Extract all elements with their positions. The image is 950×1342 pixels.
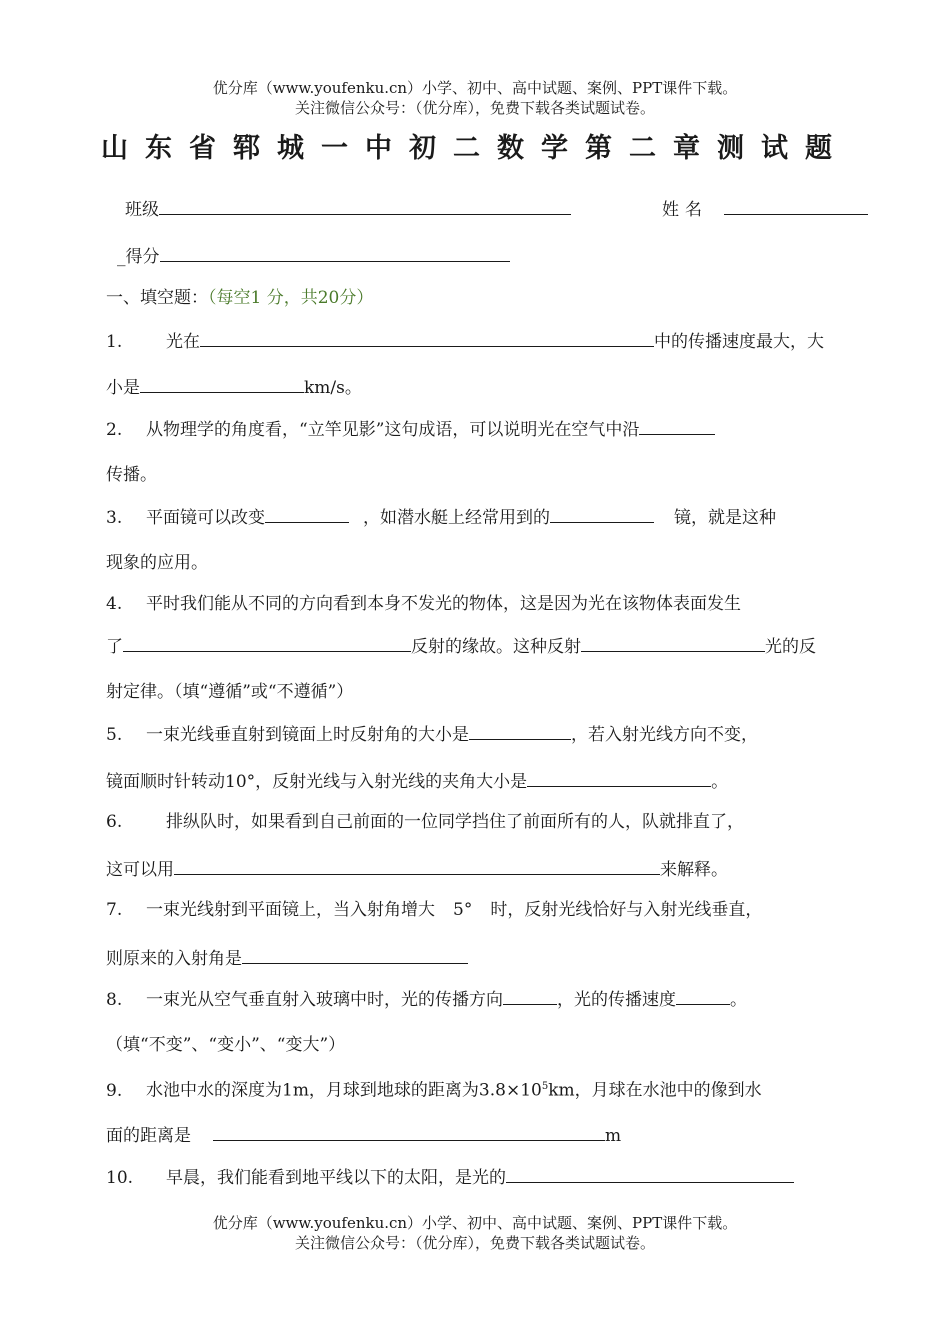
name-field — [662, 196, 868, 222]
question-text: ，光的传播速度 — [557, 990, 676, 1010]
question-text: 镜面顺时针转动10°，反射光线与入射光线的夹角大小是 — [106, 772, 528, 792]
question-number: 4. — [106, 594, 123, 614]
question-1-cont — [106, 374, 362, 400]
question-number: 8. — [106, 990, 123, 1010]
answer-blank[interactable] — [265, 504, 349, 523]
question-text: 反射的缘故。这种反射 — [411, 637, 581, 657]
question-number: 1. — [106, 332, 123, 352]
header-line-2: 关注微信公众号：（优分库），免费下载各类试题试卷。 — [294, 99, 655, 117]
question-number: 10. — [106, 1168, 134, 1188]
question-text: 早晨，我们能看到地平线以下的太阳，是光的 — [166, 1168, 506, 1188]
question-2-cont: 传播。 — [106, 465, 157, 485]
question-text: 一束光线垂直射到镜面上时反射角的大小是 — [146, 725, 469, 745]
question-text: 光在 — [166, 332, 200, 352]
question-text: 平面镜可以改变 — [146, 508, 265, 528]
question-text: 这可以用 — [106, 860, 174, 880]
question-text: 。 — [730, 990, 747, 1010]
question-number: 5. — [106, 725, 123, 745]
question-text: 光的反 — [765, 637, 816, 657]
question-number: 2. — [106, 420, 123, 440]
score-field — [117, 243, 510, 269]
footer-watermark — [0, 1213, 950, 1253]
question-8-cont: （填“不变”、“变小”、“变大”） — [106, 1035, 346, 1055]
answer-blank[interactable] — [550, 504, 654, 523]
answer-blank[interactable] — [213, 1122, 605, 1141]
answer-blank[interactable] — [527, 768, 711, 787]
question-7-cont — [106, 945, 468, 971]
question-text: 来解释。 — [660, 860, 728, 880]
question-text: 镜，就是这种 — [674, 508, 776, 528]
question-text: 排纵队时，如果看到自己前面的一位同学挡住了前面所有的人，队就排直了， — [166, 812, 744, 832]
question-text: ，如潜水艇上经常用到的 — [363, 508, 550, 528]
header-line-1: 优分库（www.youfenku.cn）小学、初中、高中试题、案例、PPT课件下载。 — [212, 79, 738, 97]
question-number: 3. — [106, 508, 123, 528]
question-number: 7. — [106, 900, 123, 920]
footer-line-1: 优分库（www.youfenku.cn）小学、初中、高中试题、案例、PPT课件下载。 — [212, 1214, 738, 1232]
question-2 — [106, 416, 715, 442]
question-1 — [106, 328, 824, 354]
section-note: （每空1 分，共20分） — [208, 288, 374, 308]
question-4-cont — [106, 633, 816, 659]
class-blank[interactable] — [159, 196, 571, 215]
question-text: 从物理学的角度看，“立竿见影”这句成语，可以说明光在空气中沿 — [146, 420, 640, 440]
answer-blank[interactable] — [506, 1164, 794, 1183]
question-text: 小是 — [106, 378, 140, 398]
question-9 — [106, 1075, 762, 1103]
class-label: 班级 — [125, 200, 159, 220]
answer-blank[interactable] — [242, 945, 468, 964]
exponent: 5 — [541, 1081, 549, 1092]
answer-blank[interactable] — [503, 986, 557, 1005]
question-text: 。 — [711, 772, 729, 792]
question-text: 则原来的入射角是 — [106, 949, 242, 969]
answer-blank[interactable] — [469, 721, 571, 740]
footer-line-2: 关注微信公众号：（优分库），免费下载各类试题试卷。 — [294, 1234, 655, 1252]
question-8 — [106, 986, 747, 1012]
question-text: 面的距离是 — [106, 1126, 191, 1146]
question-text: 5° — [453, 900, 473, 920]
question-text: m — [605, 1126, 622, 1146]
question-text: 时，反射光线恰好与入射光线垂直， — [490, 900, 763, 920]
question-4-cont2: 射定律。（填“遵循”或“不遵循”） — [106, 682, 354, 702]
class-field — [125, 196, 571, 222]
section-title: 一、填空题： — [106, 288, 208, 308]
question-text: 一束光线射到平面镜上，当入射角增大 — [146, 900, 435, 920]
question-6-cont — [106, 856, 728, 882]
question-text: km/s。 — [304, 378, 362, 398]
header-watermark — [0, 78, 950, 118]
score-label: _得分 — [117, 247, 160, 267]
question-6 — [106, 810, 744, 834]
answer-blank[interactable] — [123, 633, 411, 652]
question-text: 水池中水的深度为1m，月球到地球的距离为3.8×10 — [146, 1080, 542, 1101]
question-3-cont: 现象的应用。 — [106, 553, 208, 573]
question-text: km，月球在水池中的像到水 — [548, 1080, 762, 1101]
question-9-cont — [106, 1122, 621, 1148]
answer-blank[interactable] — [581, 633, 765, 652]
question-number: 6. — [106, 812, 123, 832]
name-blank[interactable] — [724, 196, 868, 215]
question-text: 一束光从空气垂直射入玻璃中时，光的传播方向 — [146, 990, 503, 1010]
name-label: 姓名 — [662, 200, 708, 220]
question-text: ，若入射光线方向不变， — [571, 725, 758, 745]
question-text: 了 — [106, 637, 123, 657]
answer-blank[interactable] — [639, 416, 715, 435]
answer-blank[interactable] — [200, 328, 654, 347]
answer-blank[interactable] — [174, 856, 660, 875]
question-text: 中的传播速度最大，大 — [654, 332, 824, 352]
page-title: 山东省郓城一中初二数学第二章测试题 — [101, 133, 849, 164]
question-10 — [106, 1164, 794, 1190]
question-7 — [106, 898, 762, 922]
question-4 — [106, 592, 741, 616]
question-text: 平时我们能从不同的方向看到本身不发光的物体，这是因为光在该物体表面发生 — [146, 594, 741, 614]
section-heading — [106, 286, 373, 310]
question-number: 9. — [106, 1080, 123, 1101]
answer-blank[interactable] — [140, 374, 304, 393]
question-5 — [106, 721, 758, 747]
score-blank[interactable] — [160, 243, 510, 262]
answer-blank[interactable] — [676, 986, 730, 1005]
question-3 — [106, 504, 776, 530]
question-5-cont — [106, 768, 728, 794]
